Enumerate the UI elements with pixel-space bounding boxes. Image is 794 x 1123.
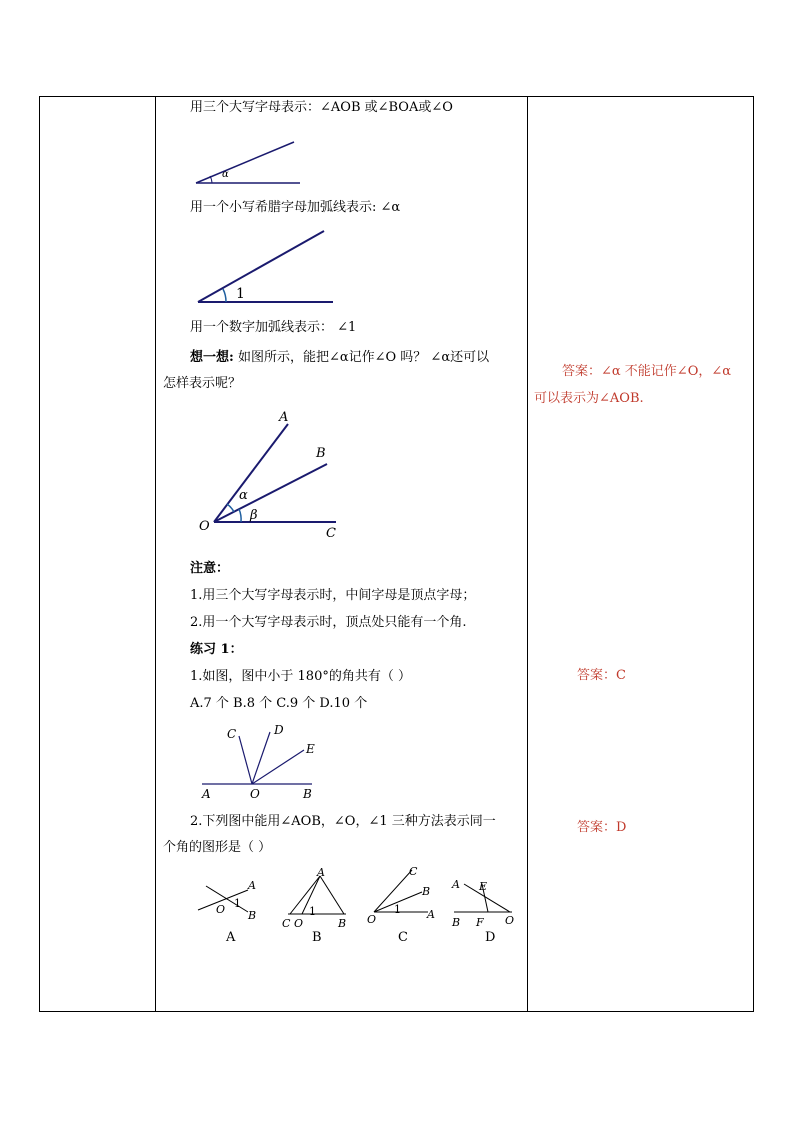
figc-label-o: O [367, 913, 377, 926]
figa-label-a: A [248, 879, 256, 892]
figb-label-c: C [282, 917, 291, 930]
fig3-label-alpha: α [239, 488, 248, 503]
fig4-label-c: C [227, 727, 237, 741]
answer-2: 答案：C [577, 668, 626, 683]
column-divider-1 [155, 96, 156, 1012]
note-item-2: 2.用一个大写字母表示时，顶点处只能有一个角. [190, 615, 467, 630]
fig4-label-d: D [274, 723, 284, 737]
fig3-label-o: O [199, 519, 210, 534]
fig3-label-b: B [316, 446, 326, 461]
fig2-number-label: 1 [236, 286, 245, 302]
greek-letter-line: 用一个小写希腊字母加弧线表示: ∠α [190, 200, 401, 215]
fig4-label-b: B [303, 787, 312, 801]
figure-angle-alpha [190, 140, 310, 190]
figa-caption: A [226, 930, 236, 945]
table-right-border [753, 96, 754, 1012]
figd-caption: D [485, 930, 496, 945]
table-bottom-border [39, 1011, 754, 1012]
question-2-line-2: 个角的图形是（ ） [163, 840, 272, 855]
fig4-label-o: O [250, 787, 260, 801]
figc-label-1: 1 [394, 903, 401, 916]
fig4-label-e: E [306, 742, 315, 756]
note-title: 注意： [190, 561, 230, 576]
figure-angle-aob [208, 418, 348, 528]
think-text: 如图所示，能把∠α记作∠O 吗？ ∠α还可以 [233, 350, 490, 365]
figd-label-f: F [476, 916, 484, 929]
fig4-label-a: A [202, 787, 211, 801]
fig1-alpha-label: α [222, 169, 229, 180]
fig3-label-c: C [326, 526, 336, 541]
note-item-1: 1.用三个大写字母表示时，中间字母是顶点字母； [190, 588, 476, 603]
three-letters-line: 用三个大写字母表示：∠AOB 或∠BOA或∠O [190, 100, 453, 115]
figc-caption: C [398, 930, 408, 945]
fig3-label-beta: β [250, 508, 258, 523]
figa-label-b: B [248, 909, 257, 922]
figc-label-a: A [427, 908, 435, 921]
answer-1-line-2: 可以表示为∠AOB. [534, 391, 644, 406]
table-left-border [39, 96, 40, 1012]
figb-caption: B [312, 930, 322, 945]
column-divider-2 [527, 96, 528, 1012]
figd-label-b: B [452, 916, 461, 929]
figb-label-a: A [317, 866, 325, 879]
answer-3: 答案：D [577, 820, 627, 835]
answer-1-line-1: 答案：∠α 不能记作∠O，∠α [562, 364, 732, 379]
think-label: 想一想: [190, 350, 234, 365]
figa-label-1: 1 [234, 897, 241, 910]
figd-label-a: A [452, 878, 460, 891]
question-2-line-1: 2.下列图中能用∠AOB，∠O，∠1 三种方法表示同一 [190, 814, 496, 829]
figc-label-b: B [422, 885, 431, 898]
fig3-label-a: A [279, 410, 289, 425]
table-top-border [39, 96, 754, 97]
think-line-2: 怎样表示呢？ [163, 376, 242, 391]
figd-label-o: O [505, 914, 515, 927]
think-line [190, 350, 489, 366]
question-1-options: A.7 个 B.8 个 C.9 个 D.10 个 [190, 696, 368, 711]
figb-label-o: O [294, 917, 304, 930]
figa-label-o: O [216, 903, 226, 916]
figure-angle-1 [195, 228, 340, 308]
figc-label-c: C [409, 865, 418, 878]
figd-label-e: E [479, 880, 488, 893]
question-1: 1.如图，图中小于 180°的角共有（ ） [190, 669, 411, 684]
figb-label-b: B [338, 917, 347, 930]
number-line: 用一个数字加弧线表示： ∠1 [190, 320, 357, 335]
figb-label-1: 1 [309, 905, 316, 918]
figure-rays-q1 [200, 730, 315, 788]
practice-title: 练习 1： [190, 642, 243, 657]
